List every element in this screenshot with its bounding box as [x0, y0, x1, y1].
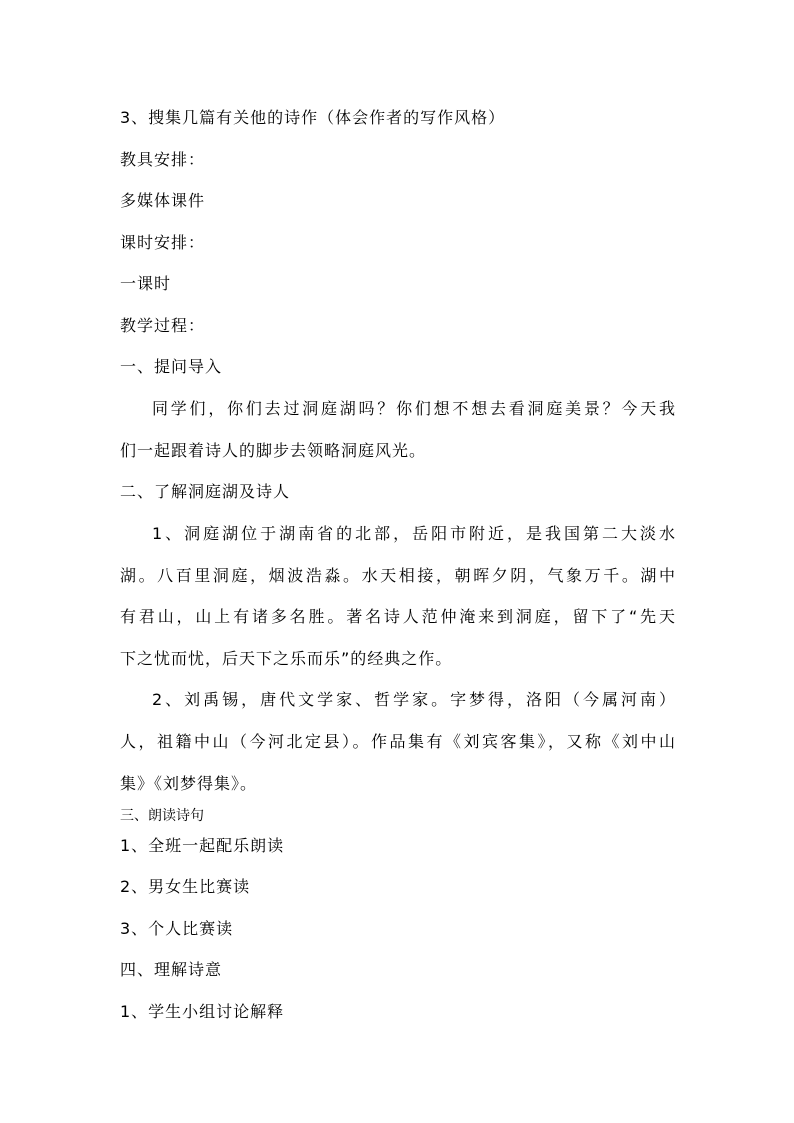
dongting-paragraph-line-1: 1、洞庭湖位于湖南省的北部，岳阳市附近，是我国第二大淡水	[152, 524, 675, 543]
reading-item-3: 3、个人比赛读	[120, 919, 234, 938]
class-hours-heading: 课时安排：	[120, 233, 206, 252]
section-2-heading: 二、了解洞庭湖及诗人	[120, 482, 291, 501]
dongting-paragraph-line-2: 湖。八百里洞庭，烟波浩淼。水天相接，朝晖夕阴，气象万千。湖中	[120, 566, 675, 585]
poet-paragraph-line-2: 人，祖籍中山（今河北定县）。作品集有《刘宾客集》，又称《刘中山	[120, 732, 675, 751]
intro-paragraph-line-1: 同学们，你们去过洞庭湖吗？你们想不想去看洞庭美景？今天我	[152, 399, 675, 418]
class-hours-content: 一课时	[120, 274, 172, 293]
dongting-paragraph-line-3: 有君山，山上有诸多名胜。著名诗人范仲淹来到洞庭，留下了“先天	[120, 607, 675, 626]
teaching-aids-content: 多媒体课件	[120, 191, 206, 210]
section-3-heading: 三、朗读诗句	[120, 808, 204, 824]
poet-paragraph-line-3: 集》《刘梦得集》。	[120, 774, 258, 793]
section-4-heading: 四、理解诗意	[120, 960, 223, 979]
intro-paragraph-line-2: 们一起跟着诗人的脚步去领略洞庭风光。	[120, 441, 427, 460]
dongting-paragraph-line-4: 下之忧而忧，后天下之乐而乐”的经典之作。	[120, 649, 453, 668]
section-1-heading: 一、提问导入	[120, 357, 223, 376]
reading-item-2: 2、男女生比赛读	[120, 877, 251, 896]
teaching-process-heading: 教学过程：	[120, 316, 206, 335]
poet-paragraph-line-1: 2、刘禹锡，唐代文学家、哲学家。字梦得，洛阳（今属河南）	[152, 690, 675, 709]
reading-item-1: 1、全班一起配乐朗读	[120, 836, 285, 855]
meaning-item-1: 1、学生小组讨论解释	[120, 1002, 285, 1021]
material-item-3: 3、搜集几篇有关他的诗作（体会作者的写作风格）	[120, 108, 506, 127]
teaching-aids-heading: 教具安排：	[120, 150, 206, 169]
